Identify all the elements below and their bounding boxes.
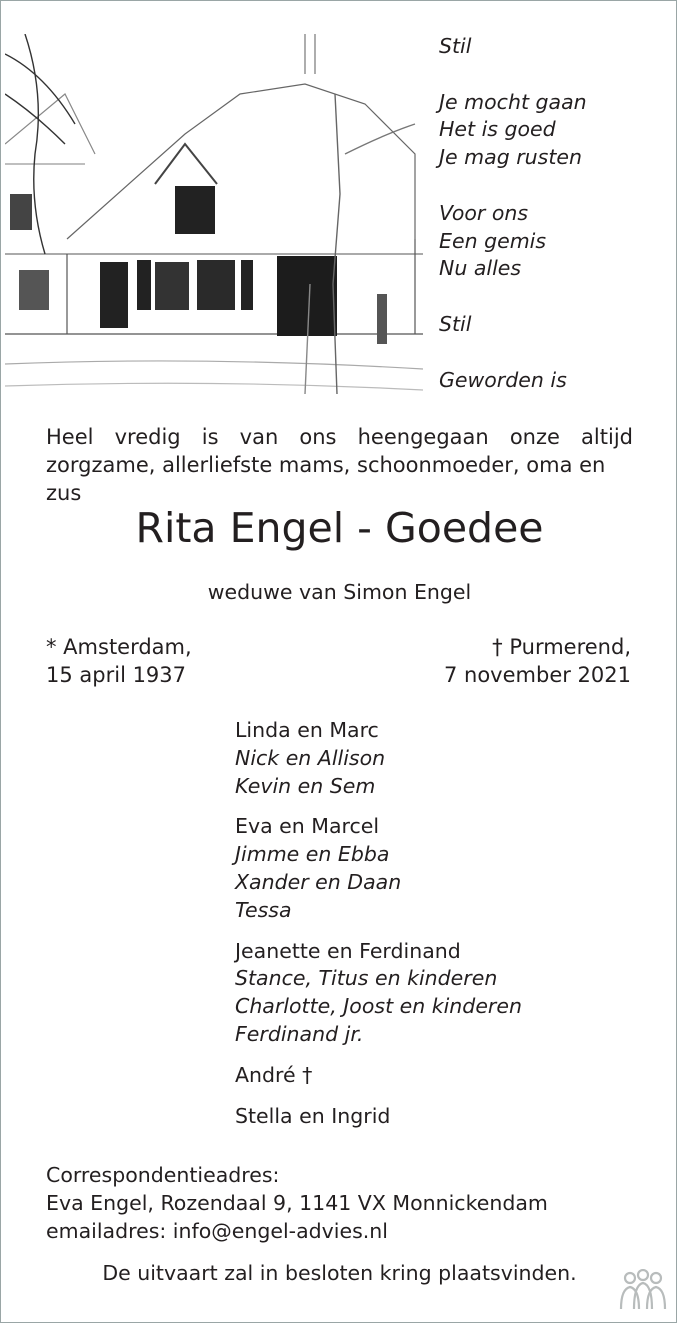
family-member: Tessa bbox=[235, 897, 292, 922]
death-info bbox=[331, 633, 631, 689]
widow-note: weduwe van Simon Engel bbox=[207, 580, 472, 604]
poem-gap bbox=[439, 339, 669, 367]
poem-line: Voor ons bbox=[439, 200, 529, 225]
family-group bbox=[235, 938, 655, 1049]
family-group bbox=[235, 717, 655, 800]
intro-line-1: Heel vredig is van ons heengegaan onze altijd bbox=[46, 425, 633, 449]
poem-line: Stil bbox=[439, 311, 472, 336]
poem bbox=[439, 33, 669, 394]
house-sketch-illustration bbox=[5, 34, 423, 404]
family-member: Nick en Allison bbox=[235, 745, 386, 770]
family-member: Linda en Marc bbox=[235, 718, 379, 742]
poem-gap bbox=[439, 61, 669, 89]
poem-line: Stil bbox=[439, 34, 472, 58]
family-member: Xander en Daan bbox=[235, 869, 402, 894]
poem-line: Een gemis bbox=[439, 228, 547, 253]
family-member: Jeanette en Ferdinand bbox=[235, 938, 461, 963]
family-member: Stance, Titus en kinderen bbox=[235, 966, 498, 991]
family-member: Eva en Marcel bbox=[235, 814, 380, 839]
family-member: Stella en Ingrid bbox=[235, 1103, 391, 1128]
correspondence-block bbox=[46, 1161, 646, 1245]
family-group bbox=[235, 813, 655, 924]
family-member: Jimme en Ebba bbox=[235, 842, 390, 867]
family-member: André † bbox=[235, 1062, 313, 1087]
poem-line: Geworden is bbox=[439, 367, 567, 392]
email-address: emailadres: info@engel-advies.nl bbox=[46, 1219, 388, 1243]
family-list bbox=[235, 717, 655, 1143]
poem-line: Nu alles bbox=[439, 256, 522, 281]
family-group bbox=[235, 1062, 655, 1090]
correspondence-address: Eva Engel, Rozendaal 9, 1141 VX Monnickendam bbox=[46, 1191, 548, 1215]
intro-line-2: zorgzame, allerliefste mams, schoonmoeder, oma en zus bbox=[46, 453, 606, 505]
family-group bbox=[235, 1103, 655, 1131]
deceased-name: Rita Engel - Goedee bbox=[135, 504, 544, 552]
poem-line: Je mocht gaan bbox=[439, 89, 587, 114]
poem-gap bbox=[439, 283, 669, 311]
birth-info bbox=[46, 633, 346, 689]
intro-text bbox=[46, 423, 633, 507]
birth-place: * Amsterdam, bbox=[46, 635, 192, 659]
death-date: 7 november 2021 bbox=[443, 663, 631, 687]
family-member: Ferdinand jr. bbox=[235, 1021, 364, 1046]
funeral-note: De uitvaart zal in besloten kring plaatsvinden. bbox=[102, 1261, 577, 1285]
poem-line: Het is goed bbox=[439, 117, 556, 142]
correspondence-label: Correspondentieadres: bbox=[46, 1163, 280, 1187]
death-place: † Purmerend, bbox=[492, 635, 631, 659]
poem-gap bbox=[439, 172, 669, 200]
birth-date: 15 april 1937 bbox=[46, 663, 187, 687]
poem-line: Je mag rusten bbox=[439, 145, 582, 170]
family-member: Kevin en Sem bbox=[235, 773, 376, 798]
family-member: Charlotte, Joost en kinderen bbox=[235, 994, 522, 1019]
people-group-icon bbox=[617, 1269, 669, 1311]
